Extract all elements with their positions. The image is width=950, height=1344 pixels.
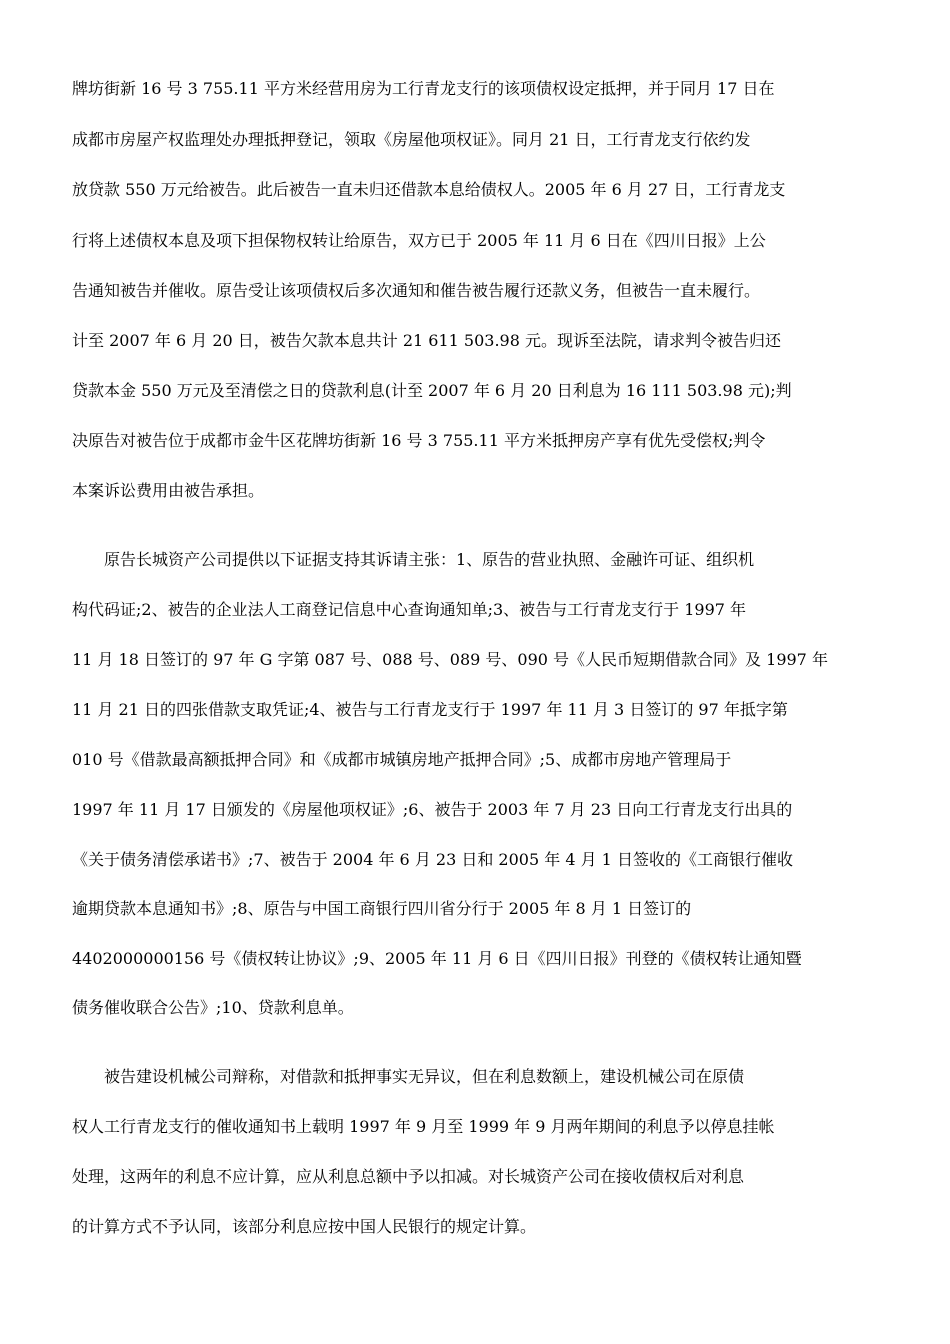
text-line: 构代码证;2、被告的企业法人工商登记信息中心查询通知单;3、被告与工行青龙支行于 1997 年 bbox=[72, 600, 747, 619]
text-line: 4402000000156 号《债权转让协议》;9、2005 年 11 月 6 日《四川日报》刊登的《债权转让通知暨 bbox=[72, 949, 802, 968]
text-line: 牌坊街新 16 号 3 755.11 平方米经营用房为工行青龙支行的该项债权设定抵押，并于同月 17 日在 bbox=[72, 79, 775, 98]
text-line: 1997 年 11 月 17 日颁发的《房屋他项权证》;6、被告于 2003 年 7 月 23 日向工行青龙支行出具的 bbox=[72, 800, 793, 819]
text-line: 的计算方式不予认同，该部分利息应按中国人民银行的规定计算。 bbox=[72, 1217, 537, 1236]
text-line: 行将上述债权本息及项下担保物权转让给原告，双方已于 2005 年 11 月 6 日在《四川日报》上公 bbox=[72, 231, 766, 250]
text-line: 原告长城资产公司提供以下证据支持其诉请主张：1、原告的营业执照、金融许可证、组织机 bbox=[104, 550, 755, 569]
text-line: 权人工行青龙支行的催收通知书上载明 1997 年 9 月至 1999 年 9 月两年期间的利息予以停息挂帐 bbox=[72, 1117, 775, 1136]
text-line: 被告建设机械公司辩称，对借款和抵押事实无异议，但在利息数额上，建设机械公司在原债 bbox=[104, 1067, 745, 1086]
text-line: 本案诉讼费用由被告承担。 bbox=[72, 481, 265, 500]
text-line: 处理，这两年的利息不应计算，应从利息总额中予以扣减。对长城资产公司在接收债权后对利息 bbox=[72, 1167, 745, 1186]
text-line: 贷款本金 550 万元及至清偿之日的贷款利息(计至 2007 年 6 月 20 日利息为 16 111 503.98 元);判 bbox=[72, 381, 792, 400]
text-line: 11 月 18 日签订的 97 年 G 字第 087 号、088 号、089 号、090 号《人民币短期借款合同》及 1997 年 bbox=[72, 650, 828, 669]
text-line: 放贷款 550 万元给被告。此后被告一直未归还借款本息给债权人。2005 年 6 月 27 日，工行青龙支 bbox=[72, 180, 786, 199]
text-line: 计至 2007 年 6 月 20 日，被告欠款本息共计 21 611 503.98 元。现诉至法院，请求判令被告归还 bbox=[72, 331, 782, 350]
text-line: 010 号《借款最高额抵押合同》和《成都市城镇房地产抵押合同》;5、成都市房地产管理局于 bbox=[72, 750, 732, 769]
text-line: 成都市房屋产权监理处办理抵押登记，领取《房屋他项权证》。同月 21 日，工行青龙支行依约发 bbox=[72, 130, 751, 149]
text-line: 决原告对被告位于成都市金牛区花牌坊街新 16 号 3 755.11 平方米抵押房产享有优先受偿权;判令 bbox=[72, 431, 766, 450]
text-line: 11 月 21 日的四张借款支取凭证;4、被告与工行青龙支行于 1997 年 11 月 3 日签订的 97 年抵字第 bbox=[72, 700, 788, 719]
text-line: 债务催收联合公告》;10、贷款利息单。 bbox=[72, 998, 354, 1017]
text-line: 《关于债务清偿承诺书》;7、被告于 2004 年 6 月 23 日和 2005 年 4 月 1 日签收的《工商银行催收 bbox=[72, 850, 793, 869]
text-line: 告通知被告并催收。原告受让该项债权后多次通知和催告被告履行还款义务，但被告一直未履行。 bbox=[72, 281, 761, 300]
text-line: 逾期贷款本息通知书》;8、原告与中国工商银行四川省分行于 2005 年 8 月 1 日签订的 bbox=[72, 899, 692, 918]
